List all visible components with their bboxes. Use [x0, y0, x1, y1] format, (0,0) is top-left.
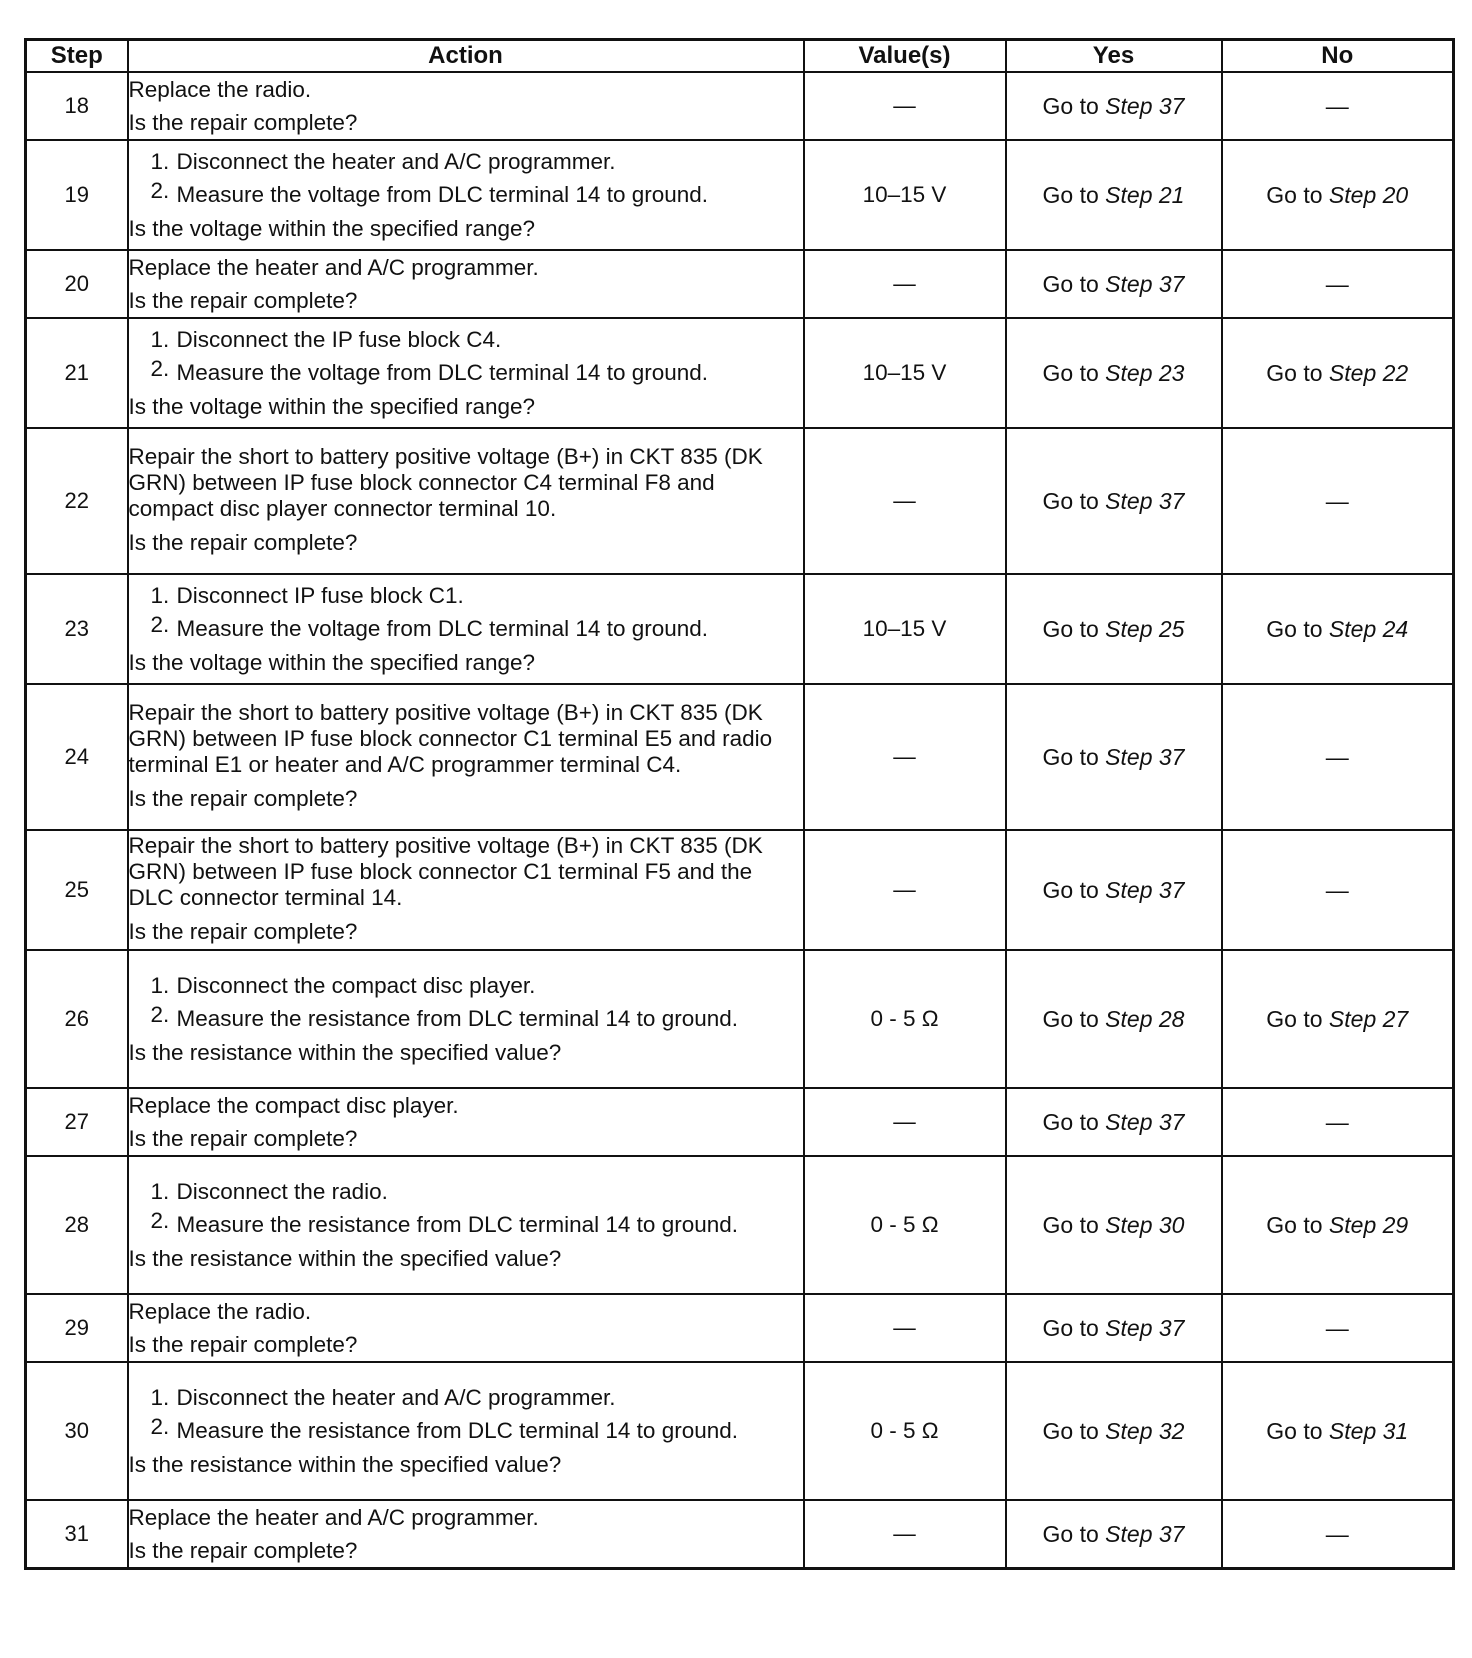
- table-body: [26, 72, 1454, 1569]
- action-steps-list: [129, 1175, 803, 1242]
- table-row: [26, 574, 1454, 684]
- value-cell: —: [804, 1294, 1006, 1362]
- header-no: No: [1222, 40, 1454, 73]
- action-step-text: Disconnect the IP fuse block C4.: [176, 327, 502, 352]
- action-step-item: [129, 323, 803, 356]
- action-question: Is the repair complete?: [128, 1538, 358, 1563]
- step-number: 25: [26, 830, 128, 950]
- step-number: 31: [26, 1500, 128, 1569]
- no-goto-prefix: Go to: [1266, 181, 1323, 208]
- no-goto-step: Step 27: [1328, 1005, 1409, 1032]
- no-cell: [1222, 830, 1454, 950]
- header-action: Action: [128, 40, 804, 73]
- yes-goto-step: Step 21: [1105, 181, 1185, 208]
- action-question: Is the resistance within the specified value?: [128, 1246, 562, 1271]
- no-goto-step: Step 20: [1328, 181, 1409, 208]
- yes-goto-prefix: Go to: [1042, 743, 1099, 770]
- action-cell: [128, 574, 804, 684]
- action-step-item: [129, 1208, 803, 1242]
- table-row: [26, 140, 1454, 250]
- action-step-text: Measure the resistance from DLC terminal 14 to ground.: [176, 1006, 739, 1031]
- yes-goto-step: Step 37: [1105, 92, 1185, 119]
- step-number: 30: [26, 1362, 128, 1500]
- action-step-number: 2.: [150, 178, 170, 203]
- yes-cell: [1006, 250, 1222, 318]
- no-value-dash: —: [1325, 1314, 1349, 1341]
- no-cell: [1222, 574, 1454, 684]
- action-step-text: Measure the resistance from DLC terminal 14 to ground.: [176, 1418, 739, 1443]
- yes-cell: [1006, 1362, 1222, 1500]
- action-step-number: 2.: [150, 1414, 170, 1439]
- step-number: 21: [26, 318, 128, 428]
- action-step-item: [129, 178, 803, 212]
- yes-goto-prefix: Go to: [1042, 1211, 1099, 1238]
- no-goto-prefix: Go to: [1266, 359, 1323, 386]
- action-step-text: Measure the voltage from DLC terminal 14 to ground.: [176, 360, 709, 385]
- no-goto-prefix: Go to: [1266, 1005, 1323, 1032]
- value-cell: 10–15 V: [804, 574, 1006, 684]
- action-question: Is the repair complete?: [128, 1126, 358, 1151]
- action-step-number: 1.: [150, 973, 170, 998]
- step-number: 23: [26, 574, 128, 684]
- table-row: [26, 1362, 1454, 1500]
- action-step-item: [129, 579, 803, 612]
- action-instruction: Replace the compact disc player.: [128, 1093, 459, 1118]
- no-goto-step: Step 29: [1328, 1211, 1409, 1238]
- action-step-text: Measure the resistance from DLC terminal 14 to ground.: [176, 1212, 739, 1237]
- step-number: 19: [26, 140, 128, 250]
- no-cell: [1222, 428, 1454, 574]
- action-cell: [128, 1156, 804, 1294]
- step-number: 26: [26, 950, 128, 1088]
- no-value-dash: —: [1325, 743, 1349, 770]
- yes-goto-prefix: Go to: [1042, 487, 1099, 514]
- yes-goto-prefix: Go to: [1042, 270, 1099, 297]
- action-question: Is the voltage within the specified range?: [128, 650, 536, 675]
- action-instruction: Replace the heater and A/C programmer.: [128, 1505, 539, 1530]
- no-value-dash: —: [1325, 876, 1349, 903]
- action-cell: [128, 1088, 804, 1156]
- value-cell: —: [804, 250, 1006, 318]
- action-step-text: Measure the voltage from DLC terminal 14 to ground.: [176, 616, 709, 641]
- action-instruction: Repair the short to battery positive voltage (B+) in CKT 835 (DK GRN) between IP fuse block connector C1 terminal F5 and the DLC connector terminal 14.: [128, 832, 763, 910]
- no-cell: [1222, 1156, 1454, 1294]
- table-row: [26, 1500, 1454, 1569]
- yes-cell: [1006, 72, 1222, 140]
- step-number: 29: [26, 1294, 128, 1362]
- yes-goto-prefix: Go to: [1042, 181, 1099, 208]
- value-cell: 0 - 5 Ω: [804, 950, 1006, 1088]
- no-goto-step: Step 31: [1328, 1417, 1409, 1444]
- yes-cell: [1006, 1500, 1222, 1569]
- action-instruction: Repair the short to battery positive voltage (B+) in CKT 835 (DK GRN) between IP fuse block connector C4 terminal F8 and compact disc player connector terminal 10.: [128, 443, 763, 521]
- action-step-number: 2.: [150, 1002, 170, 1027]
- action-step-item: [129, 1414, 803, 1448]
- yes-goto-prefix: Go to: [1042, 1108, 1099, 1135]
- no-cell: [1222, 950, 1454, 1088]
- yes-cell: [1006, 574, 1222, 684]
- action-step-number: 1.: [150, 1179, 170, 1204]
- action-step-number: 1.: [150, 583, 170, 608]
- no-cell: [1222, 1294, 1454, 1362]
- action-step-item: [129, 1381, 803, 1414]
- no-cell: [1222, 140, 1454, 250]
- table-row: [26, 1088, 1454, 1156]
- no-cell: [1222, 1362, 1454, 1500]
- no-goto-step: Step 22: [1328, 359, 1409, 386]
- action-cell: [128, 684, 804, 830]
- yes-goto-step: Step 37: [1105, 876, 1185, 903]
- yes-goto-prefix: Go to: [1042, 92, 1099, 119]
- action-cell: [128, 1362, 804, 1500]
- no-cell: [1222, 1088, 1454, 1156]
- action-cell: [128, 250, 804, 318]
- action-cell: [128, 140, 804, 250]
- yes-cell: [1006, 1294, 1222, 1362]
- action-instruction: Replace the heater and A/C programmer.: [128, 255, 539, 280]
- action-steps-list: [129, 323, 803, 390]
- yes-goto-prefix: Go to: [1042, 1417, 1099, 1444]
- step-number: 27: [26, 1088, 128, 1156]
- table-row: [26, 830, 1454, 950]
- yes-cell: [1006, 830, 1222, 950]
- value-cell: —: [804, 830, 1006, 950]
- no-cell: [1222, 1500, 1454, 1569]
- action-question: Is the repair complete?: [128, 785, 358, 811]
- no-cell: [1222, 684, 1454, 830]
- action-step-number: 1.: [150, 327, 170, 352]
- table-row: [26, 428, 1454, 574]
- action-cell: [128, 830, 804, 950]
- no-value-dash: —: [1325, 1520, 1349, 1547]
- action-step-number: 2.: [150, 1208, 170, 1233]
- yes-goto-step: Step 37: [1105, 1314, 1185, 1341]
- value-cell: —: [804, 428, 1006, 574]
- action-step-item: [129, 1175, 803, 1208]
- action-step-text: Measure the voltage from DLC terminal 14 to ground.: [176, 182, 709, 207]
- value-cell: 10–15 V: [804, 140, 1006, 250]
- action-step-text: Disconnect the compact disc player.: [176, 973, 536, 998]
- yes-goto-step: Step 25: [1105, 615, 1185, 642]
- no-value-dash: —: [1325, 487, 1349, 514]
- no-cell: [1222, 250, 1454, 318]
- header-row: [26, 40, 1454, 73]
- yes-goto-prefix: Go to: [1042, 615, 1099, 642]
- action-step-text: Disconnect the heater and A/C programmer.: [176, 1385, 616, 1410]
- no-cell: [1222, 72, 1454, 140]
- action-step-number: 1.: [150, 149, 170, 174]
- action-question: Is the repair complete?: [128, 288, 358, 313]
- action-step-item: [129, 1002, 803, 1036]
- step-number: 18: [26, 72, 128, 140]
- yes-cell: [1006, 1088, 1222, 1156]
- action-question: Is the repair complete?: [128, 918, 358, 944]
- yes-cell: [1006, 318, 1222, 428]
- header-step: Step: [26, 40, 128, 73]
- action-question: Is the repair complete?: [128, 1332, 358, 1357]
- yes-goto-step: Step 37: [1105, 1108, 1185, 1135]
- action-instruction: Replace the radio.: [128, 77, 312, 102]
- action-step-text: Disconnect the radio.: [176, 1179, 388, 1204]
- step-number: 28: [26, 1156, 128, 1294]
- no-goto-prefix: Go to: [1266, 1417, 1323, 1444]
- action-step-item: [129, 356, 803, 390]
- value-cell: 0 - 5 Ω: [804, 1362, 1006, 1500]
- action-step-number: 2.: [150, 612, 170, 637]
- value-cell: —: [804, 1088, 1006, 1156]
- yes-goto-step: Step 37: [1105, 1520, 1185, 1547]
- value-cell: —: [804, 1500, 1006, 1569]
- yes-goto-step: Step 37: [1105, 487, 1185, 514]
- header-yes: Yes: [1006, 40, 1222, 73]
- value-cell: 0 - 5 Ω: [804, 1156, 1006, 1294]
- table-row: [26, 250, 1454, 318]
- action-step-item: [129, 969, 803, 1002]
- yes-goto-step: Step 28: [1105, 1005, 1185, 1032]
- table-row: [26, 684, 1454, 830]
- yes-cell: [1006, 140, 1222, 250]
- action-step-text: Disconnect the heater and A/C programmer.: [176, 149, 616, 174]
- action-cell: [128, 950, 804, 1088]
- table-row: [26, 950, 1454, 1088]
- table-row: [26, 72, 1454, 140]
- no-goto-step: Step 24: [1328, 615, 1409, 642]
- table-row: [26, 1294, 1454, 1362]
- action-steps-list: [129, 145, 803, 212]
- value-cell: 10–15 V: [804, 318, 1006, 428]
- header-value: Value(s): [804, 40, 1006, 73]
- action-cell: [128, 1294, 804, 1362]
- action-question: Is the repair complete?: [128, 110, 358, 135]
- action-question: Is the resistance within the specified value?: [128, 1040, 562, 1065]
- step-number: 24: [26, 684, 128, 830]
- yes-cell: [1006, 950, 1222, 1088]
- action-steps-list: [129, 579, 803, 646]
- action-cell: [128, 1500, 804, 1569]
- action-question: Is the voltage within the specified range?: [128, 216, 536, 241]
- action-cell: [128, 318, 804, 428]
- yes-goto-prefix: Go to: [1042, 1520, 1099, 1547]
- no-value-dash: —: [1325, 92, 1349, 119]
- no-cell: [1222, 318, 1454, 428]
- action-step-number: 1.: [150, 1385, 170, 1410]
- table-row: [26, 1156, 1454, 1294]
- yes-goto-prefix: Go to: [1042, 1314, 1099, 1341]
- table-row: [26, 318, 1454, 428]
- action-instruction: Replace the radio.: [128, 1299, 312, 1324]
- action-steps-list: [129, 1381, 803, 1448]
- yes-goto-step: Step 32: [1105, 1417, 1185, 1444]
- action-cell: [128, 72, 804, 140]
- no-goto-prefix: Go to: [1266, 1211, 1323, 1238]
- yes-goto-step: Step 30: [1105, 1211, 1185, 1238]
- yes-cell: [1006, 684, 1222, 830]
- yes-goto-step: Step 23: [1105, 359, 1185, 386]
- yes-goto-prefix: Go to: [1042, 1005, 1099, 1032]
- value-cell: —: [804, 684, 1006, 830]
- step-number: 22: [26, 428, 128, 574]
- action-instruction: Repair the short to battery positive voltage (B+) in CKT 835 (DK GRN) between IP fuse block connector C1 terminal E5 and radio terminal E1 or heater and A/C programmer terminal C4.: [128, 699, 773, 777]
- yes-cell: [1006, 428, 1222, 574]
- action-question: Is the repair complete?: [128, 529, 358, 555]
- step-number: 20: [26, 250, 128, 318]
- diagnostic-table-wrapper: [24, 38, 1452, 1570]
- yes-goto-step: Step 37: [1105, 743, 1185, 770]
- action-step-number: 2.: [150, 356, 170, 381]
- action-question: Is the resistance within the specified value?: [128, 1452, 562, 1477]
- value-cell: —: [804, 72, 1006, 140]
- yes-goto-step: Step 37: [1105, 270, 1185, 297]
- no-value-dash: —: [1325, 1108, 1349, 1135]
- no-goto-prefix: Go to: [1266, 615, 1323, 642]
- action-cell: [128, 428, 804, 574]
- no-value-dash: —: [1325, 270, 1349, 297]
- yes-goto-prefix: Go to: [1042, 876, 1099, 903]
- diagnostic-table: [24, 38, 1455, 1570]
- yes-goto-prefix: Go to: [1042, 359, 1099, 386]
- action-question: Is the voltage within the specified range?: [128, 394, 536, 419]
- action-step-item: [129, 612, 803, 646]
- action-step-text: Disconnect IP fuse block C1.: [176, 583, 464, 608]
- action-steps-list: [129, 969, 803, 1036]
- action-step-item: [129, 145, 803, 178]
- yes-cell: [1006, 1156, 1222, 1294]
